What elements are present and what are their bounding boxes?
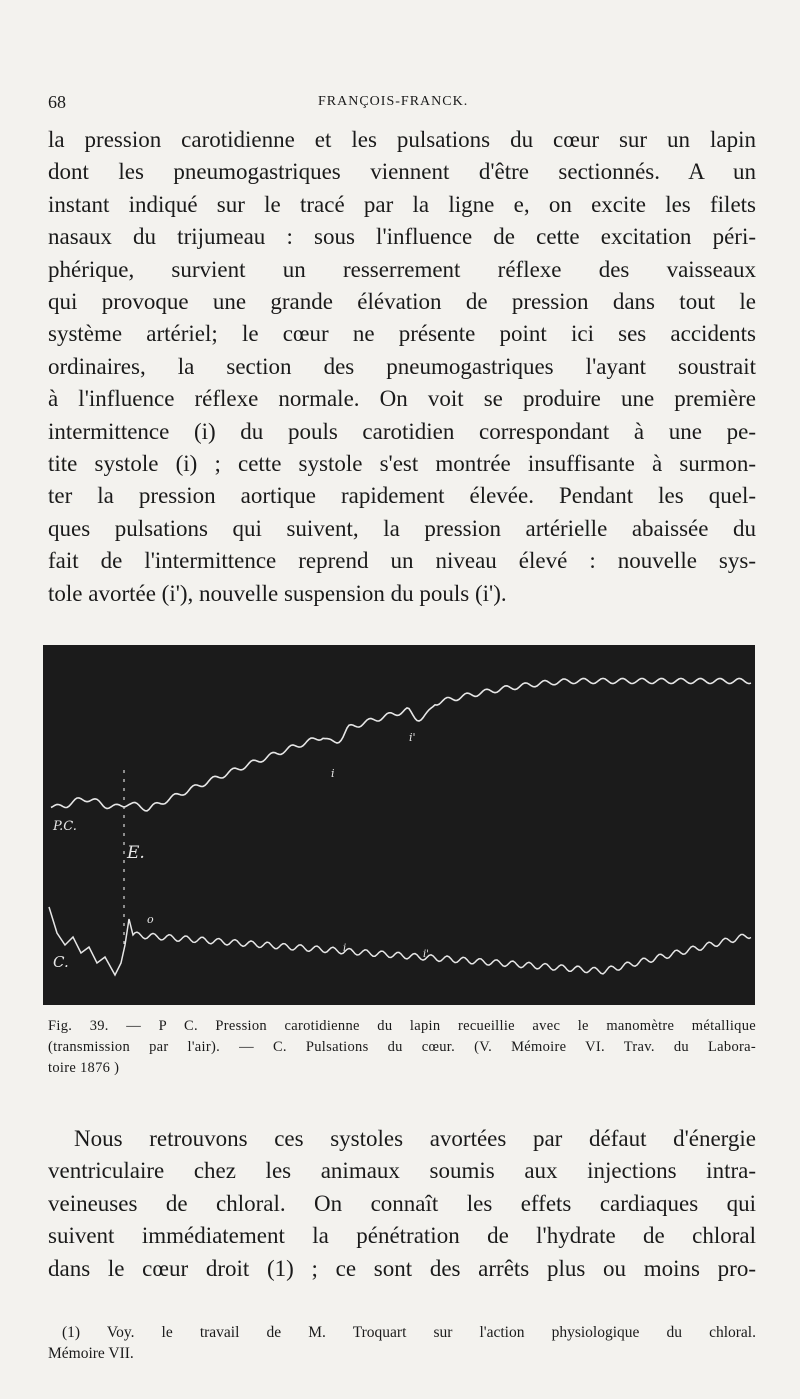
text-line: ventriculaire chez les animaux soumis aux injections intra- [48,1158,756,1184]
text-line: intermittence (i) du pouls carotidien correspondant à une pe- [48,418,756,444]
text-line: instant indiqué sur le tracé par la ligne e, on excite les filets [48,191,756,217]
paragraph-1 [48,124,756,610]
figure-caption [48,1016,756,1079]
label-i-pressure: i [331,767,335,780]
text-line: tole avortée (i'), nouvelle suspension du pouls (i'). [48,580,507,606]
label-pc: P.C. [53,819,77,834]
label-c: C. [53,953,69,971]
label-e: E. [127,843,145,863]
text-line: suivent immédiatement la pénétration de l'hydrate de chloral [48,1223,756,1249]
text-line: ques pulsations qui suivent, la pression artérielle abaissée du [48,515,756,541]
text-line: phérique, survient un resserrement réflexe des vaisseaux [48,256,756,282]
page-number: 68 [48,92,66,112]
text-line: dans le cœur droit (1) ; ce sont des arrêts plus ou moins pro- [48,1255,756,1281]
heart-pulsation-trace [49,907,751,975]
carotid-pressure-trace [51,678,751,811]
figure-tracing [43,645,755,1005]
label-o: o [147,913,154,926]
text-line: ordinaires, la section des pneumogastriques l'ayant soustrait [48,353,756,379]
text-line: nasaux du trijumeau : sous l'influence de cette excitation péri- [48,224,756,250]
footnote [48,1322,756,1364]
text-line: ter la pression aortique rapidement élevée. Pendant les quel- [48,483,756,509]
label-i-prime-pressure: i' [409,731,416,744]
footnote-line: Mémoire VII. [48,1345,134,1362]
caption-line: Fig. 39. — P C. Pression carotidienne du lapin recueillie avec le manomètre métallique [48,1018,756,1034]
paragraph-2 [48,1123,756,1285]
text-line: la pression carotidienne et les pulsations du cœur sur un lapin [48,127,756,152]
text-line: Nous retrouvons ces systoles avortées par défaut d'énergie [74,1126,756,1151]
text-line: système artériel; le cœur ne présente point ici ses accidents [48,321,756,347]
label-i-prime-pulse: i' [423,949,429,960]
tracing-svg [43,645,755,1005]
caption-line: toire 1876 ) [48,1060,120,1076]
text-line: fait de l'intermittence reprend un niveau élevé : nouvelle sys- [48,548,756,574]
running-head: FRANÇOIS-FRANCK. [318,94,469,109]
label-i-pulse: i [343,943,347,954]
text-line: dont les pneumogastriques viennent d'être sectionnés. A un [48,159,756,185]
footnote-line: (1) Voy. le travail de M. Troquart sur l'action physiologique du chloral. [62,1324,756,1341]
text-line: qui provoque une grande élévation de pression dans tout le [48,289,756,315]
caption-line: (transmission par l'air). — C. Pulsations du cœur. (V. Mémoire VI. Trav. du Labora- [48,1039,756,1055]
page-header [48,92,760,116]
text-line: tite systole (i) ; cette systole s'est montrée insuffisante à surmon- [48,451,756,477]
text-line: veineuses de chloral. On connaît les effets cardiaques qui [48,1190,756,1216]
text-line: à l'influence réflexe normale. On voit se produire une première [48,386,756,412]
